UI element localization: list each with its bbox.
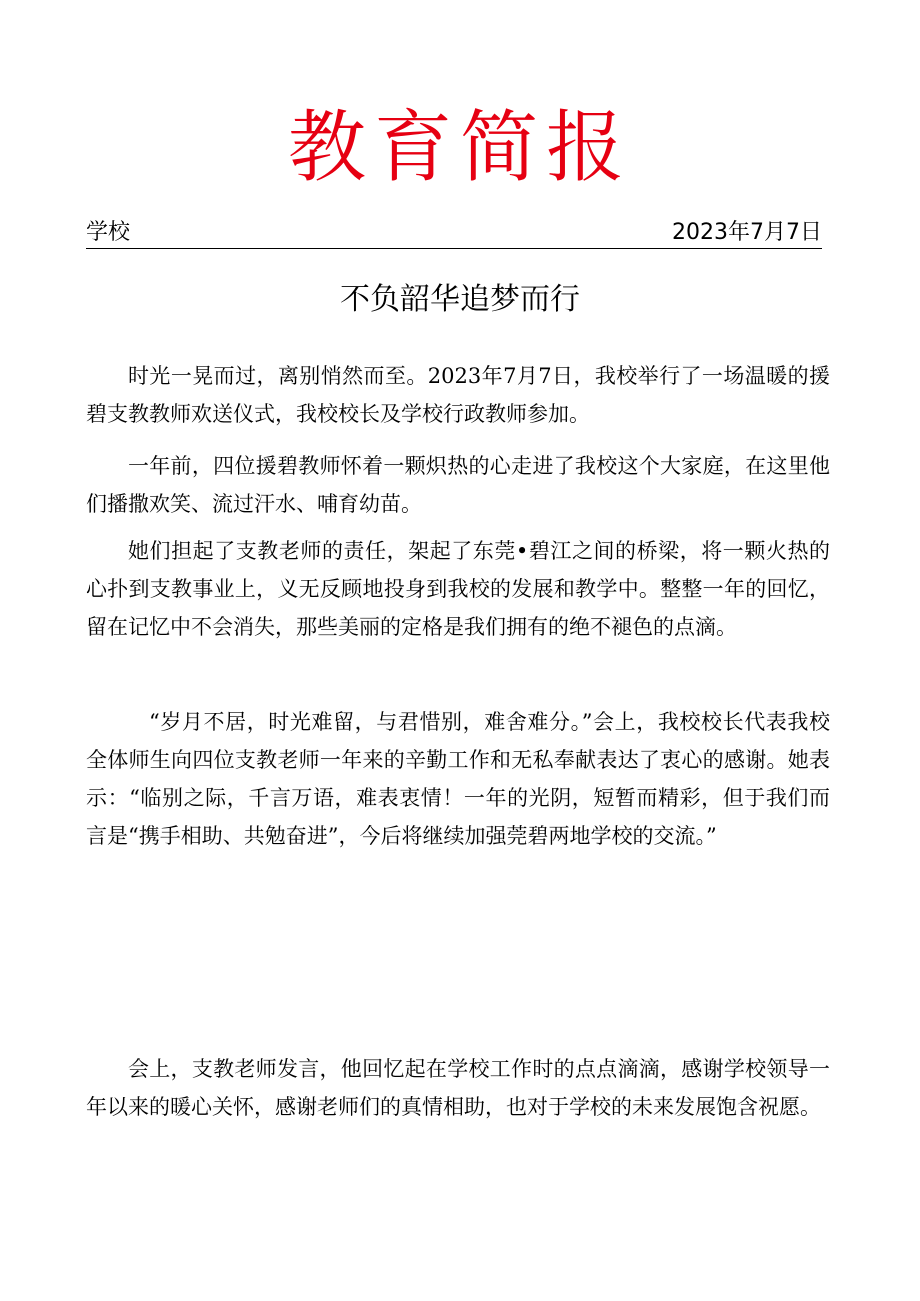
- article-paragraph: 一年前，四位援碧教师怀着一颗炽热的心走进了我校这个大家庭，在这里他们播撒欢笑、流过汗水、哺育幼苗。: [86, 454, 830, 516]
- article-paragraph: 会上，支教老师发言，他回忆起在学校工作时的点点滴滴，感谢学校领导一年以来的暖心关怀，感谢老师们的真情相助，也对于学校的未来发展饱含祝愿。: [86, 1057, 830, 1119]
- article-paragraph: 时光一晃而过，离别悄然而至。2023年7月7日，我校举行了一场温暖的援碧支教教师欢送仪式，我校校长及学校行政教师参加。: [86, 364, 830, 426]
- header-info-line: [86, 218, 822, 249]
- newsletter-masthead: 教育简报: [287, 103, 632, 193]
- article-paragraph: “岁月不居，时光难留，与君惜别，难舍难分。”会上，我校校长代表我校全体师生向四位支教老师一年来的辛勤工作和无私奉献表达了衷心的感谢。她表示：“临别之际，千言万语，难表衷情！一年的光阴，短暂而精彩，但于我们而言是“携手相助、共勉奋进”，今后将继续加强莞碧两地学校的交流。”: [86, 710, 830, 848]
- article-paragraph: 她们担起了支教老师的责任，架起了东莞•碧江之间的桥梁，将一颗火热的心扑到支教事业上，义无反顾地投身到我校的发展和教学中。整整一年的回忆，留在记忆中不会消失，那些美丽的定格是我们拥有的绝不褪色的点滴。: [86, 539, 830, 639]
- issue-date: 2023年7月7日: [672, 220, 822, 245]
- article-headline: 不负韶华追梦而行: [340, 282, 580, 317]
- school-label: 学校: [86, 220, 131, 245]
